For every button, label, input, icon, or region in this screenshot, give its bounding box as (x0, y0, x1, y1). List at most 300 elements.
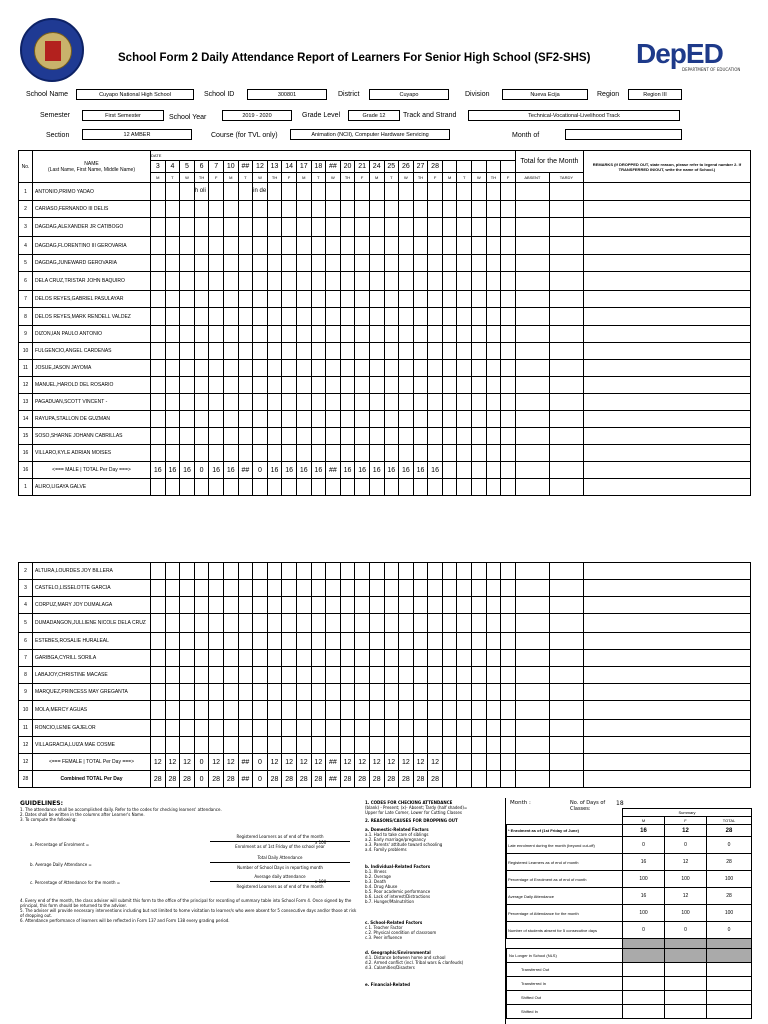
attendance-cell[interactable] (223, 201, 238, 218)
attendance-cell[interactable] (282, 411, 297, 428)
attendance-cell[interactable] (399, 563, 414, 580)
attendance-cell[interactable] (194, 377, 209, 394)
attendance-cell[interactable] (194, 614, 209, 633)
attendance-cell[interactable] (223, 411, 238, 428)
attendance-cell[interactable] (282, 667, 297, 684)
attendance-cell[interactable] (180, 201, 195, 218)
attendance-cell[interactable] (413, 272, 428, 291)
attendance-cell[interactable] (340, 308, 355, 326)
attendance-cell[interactable] (457, 650, 472, 667)
attendance-cell[interactable] (151, 291, 166, 308)
attendance-cell[interactable] (486, 667, 501, 684)
attendance-cell[interactable] (326, 183, 341, 201)
attendance-cell[interactable] (384, 291, 399, 308)
attendance-cell[interactable] (238, 183, 253, 201)
attendance-cell[interactable] (486, 597, 501, 614)
attendance-cell[interactable] (151, 445, 166, 462)
attendance-cell[interactable] (355, 737, 370, 754)
attendance-cell[interactable] (165, 720, 180, 737)
attendance-cell[interactable] (457, 720, 472, 737)
attendance-cell[interactable] (428, 326, 443, 343)
attendance-cell[interactable] (238, 326, 253, 343)
attendance-cell[interactable] (457, 479, 472, 496)
attendance-cell[interactable] (326, 308, 341, 326)
attendance-cell[interactable] (151, 667, 166, 684)
attendance-cell[interactable] (311, 326, 326, 343)
attendance-cell[interactable] (501, 183, 516, 201)
attendance-cell[interactable] (399, 633, 414, 650)
attendance-cell[interactable] (501, 720, 516, 737)
attendance-cell[interactable] (165, 597, 180, 614)
attendance-cell[interactable] (369, 633, 384, 650)
attendance-cell[interactable] (165, 667, 180, 684)
attendance-cell[interactable] (165, 411, 180, 428)
attendance-cell[interactable] (340, 614, 355, 633)
attendance-cell[interactable] (296, 633, 311, 650)
attendance-cell[interactable] (413, 291, 428, 308)
attendance-cell[interactable] (428, 633, 443, 650)
attendance-cell[interactable] (486, 218, 501, 237)
attendance-cell[interactable] (326, 237, 341, 255)
attendance-cell[interactable] (442, 614, 457, 633)
attendance-cell[interactable] (355, 479, 370, 496)
attendance-cell[interactable] (209, 667, 224, 684)
attendance-cell[interactable] (384, 563, 399, 580)
attendance-cell[interactable] (194, 428, 209, 445)
attendance-cell[interactable] (369, 580, 384, 597)
attendance-cell[interactable] (209, 737, 224, 754)
attendance-cell[interactable] (428, 684, 443, 701)
attendance-cell[interactable] (457, 563, 472, 580)
attendance-cell[interactable] (165, 701, 180, 720)
attendance-cell[interactable] (296, 218, 311, 237)
attendance-cell[interactable] (209, 218, 224, 237)
attendance-cell[interactable] (369, 308, 384, 326)
attendance-cell[interactable] (282, 479, 297, 496)
district-field[interactable]: Cuyapo (369, 89, 449, 100)
attendance-cell[interactable] (399, 667, 414, 684)
attendance-cell[interactable] (355, 360, 370, 377)
attendance-cell[interactable] (238, 237, 253, 255)
attendance-cell[interactable] (486, 563, 501, 580)
attendance-cell[interactable] (194, 360, 209, 377)
attendance-cell[interactable] (486, 650, 501, 667)
attendance-cell[interactable] (340, 597, 355, 614)
attendance-cell[interactable] (486, 394, 501, 411)
attendance-cell[interactable] (369, 237, 384, 255)
attendance-cell[interactable] (209, 445, 224, 462)
attendance-cell[interactable] (501, 326, 516, 343)
attendance-cell[interactable] (223, 237, 238, 255)
school-year-field[interactable]: 2019 - 2020 (222, 110, 292, 121)
attendance-cell[interactable] (369, 428, 384, 445)
attendance-cell[interactable] (238, 684, 253, 701)
attendance-cell[interactable] (209, 684, 224, 701)
attendance-cell[interactable] (413, 360, 428, 377)
attendance-cell[interactable] (355, 684, 370, 701)
attendance-cell[interactable] (428, 445, 443, 462)
attendance-cell[interactable] (151, 701, 166, 720)
attendance-cell[interactable] (311, 360, 326, 377)
attendance-cell[interactable] (428, 597, 443, 614)
attendance-cell[interactable] (151, 411, 166, 428)
attendance-cell[interactable] (209, 633, 224, 650)
attendance-cell[interactable] (384, 218, 399, 237)
attendance-cell[interactable] (486, 614, 501, 633)
attendance-cell[interactable] (267, 684, 282, 701)
attendance-cell[interactable] (355, 667, 370, 684)
attendance-cell[interactable] (355, 343, 370, 360)
attendance-cell[interactable] (296, 201, 311, 218)
attendance-cell[interactable] (282, 720, 297, 737)
attendance-cell[interactable] (180, 720, 195, 737)
attendance-cell[interactable] (399, 291, 414, 308)
attendance-cell[interactable] (238, 720, 253, 737)
attendance-cell[interactable] (296, 360, 311, 377)
attendance-cell[interactable] (238, 377, 253, 394)
attendance-cell[interactable] (267, 580, 282, 597)
attendance-cell[interactable] (399, 255, 414, 272)
attendance-cell[interactable] (209, 614, 224, 633)
attendance-cell[interactable] (340, 183, 355, 201)
attendance-cell[interactable] (326, 326, 341, 343)
attendance-cell[interactable] (428, 343, 443, 360)
attendance-cell[interactable] (267, 218, 282, 237)
attendance-cell[interactable] (165, 272, 180, 291)
attendance-cell[interactable] (267, 667, 282, 684)
attendance-cell[interactable] (340, 479, 355, 496)
attendance-cell[interactable] (180, 650, 195, 667)
attendance-cell[interactable] (311, 201, 326, 218)
attendance-cell[interactable] (501, 737, 516, 754)
track-field[interactable]: Technical-Vocational-Livelihood Track (468, 110, 680, 121)
attendance-cell[interactable] (151, 394, 166, 411)
attendance-cell[interactable] (355, 580, 370, 597)
attendance-cell[interactable] (442, 218, 457, 237)
attendance-cell[interactable] (194, 218, 209, 237)
attendance-cell[interactable] (442, 201, 457, 218)
attendance-cell[interactable] (442, 394, 457, 411)
attendance-cell[interactable] (472, 218, 487, 237)
attendance-cell[interactable] (151, 377, 166, 394)
attendance-cell[interactable] (209, 360, 224, 377)
attendance-cell[interactable] (194, 308, 209, 326)
attendance-cell[interactable] (238, 255, 253, 272)
attendance-cell[interactable] (413, 428, 428, 445)
attendance-cell[interactable] (355, 650, 370, 667)
attendance-cell[interactable] (223, 597, 238, 614)
attendance-cell[interactable] (267, 445, 282, 462)
attendance-cell[interactable] (355, 183, 370, 201)
attendance-cell[interactable] (296, 479, 311, 496)
attendance-cell[interactable] (442, 255, 457, 272)
attendance-cell[interactable] (399, 684, 414, 701)
attendance-cell[interactable] (253, 218, 268, 237)
attendance-cell[interactable] (253, 237, 268, 255)
attendance-cell[interactable] (326, 667, 341, 684)
attendance-cell[interactable] (457, 201, 472, 218)
attendance-cell[interactable] (355, 720, 370, 737)
attendance-cell[interactable] (442, 237, 457, 255)
attendance-cell[interactable] (472, 237, 487, 255)
attendance-cell[interactable] (311, 394, 326, 411)
attendance-cell[interactable] (399, 479, 414, 496)
attendance-cell[interactable] (384, 428, 399, 445)
attendance-cell[interactable] (282, 737, 297, 754)
attendance-cell[interactable] (194, 633, 209, 650)
attendance-cell[interactable] (296, 597, 311, 614)
attendance-cell[interactable] (253, 272, 268, 291)
attendance-cell[interactable] (326, 377, 341, 394)
attendance-cell[interactable] (384, 201, 399, 218)
attendance-cell[interactable] (472, 720, 487, 737)
attendance-cell[interactable] (413, 667, 428, 684)
attendance-cell[interactable] (501, 377, 516, 394)
attendance-cell[interactable] (369, 667, 384, 684)
attendance-cell[interactable] (384, 650, 399, 667)
attendance-cell[interactable] (369, 737, 384, 754)
attendance-cell[interactable] (223, 218, 238, 237)
region-field[interactable]: Region III (628, 89, 682, 100)
attendance-cell[interactable] (151, 633, 166, 650)
attendance-cell[interactable] (165, 343, 180, 360)
attendance-cell[interactable] (296, 720, 311, 737)
attendance-cell[interactable] (253, 201, 268, 218)
attendance-cell[interactable] (486, 428, 501, 445)
attendance-cell[interactable] (472, 343, 487, 360)
attendance-cell[interactable] (151, 343, 166, 360)
attendance-cell[interactable] (223, 445, 238, 462)
attendance-cell[interactable] (384, 684, 399, 701)
attendance-cell[interactable] (340, 720, 355, 737)
attendance-cell[interactable] (311, 291, 326, 308)
attendance-cell[interactable] (355, 201, 370, 218)
attendance-cell[interactable] (428, 183, 443, 201)
attendance-cell[interactable] (355, 218, 370, 237)
attendance-cell[interactable] (151, 479, 166, 496)
attendance-cell[interactable] (399, 445, 414, 462)
attendance-cell[interactable] (501, 597, 516, 614)
attendance-cell[interactable] (282, 343, 297, 360)
attendance-cell[interactable] (326, 255, 341, 272)
attendance-cell[interactable] (253, 737, 268, 754)
attendance-cell[interactable] (457, 445, 472, 462)
attendance-cell[interactable] (253, 563, 268, 580)
attendance-cell[interactable] (282, 633, 297, 650)
attendance-cell[interactable] (355, 272, 370, 291)
attendance-cell[interactable] (486, 360, 501, 377)
attendance-cell[interactable] (165, 650, 180, 667)
attendance-cell[interactable] (413, 633, 428, 650)
attendance-cell[interactable] (165, 633, 180, 650)
attendance-cell[interactable] (340, 737, 355, 754)
attendance-cell[interactable] (282, 326, 297, 343)
attendance-cell[interactable] (355, 394, 370, 411)
attendance-cell[interactable] (501, 343, 516, 360)
attendance-cell[interactable] (151, 360, 166, 377)
attendance-cell[interactable] (296, 183, 311, 201)
attendance-cell[interactable] (238, 272, 253, 291)
attendance-cell[interactable] (209, 272, 224, 291)
attendance-cell[interactable] (369, 720, 384, 737)
attendance-cell[interactable] (296, 701, 311, 720)
attendance-cell[interactable] (384, 326, 399, 343)
attendance-cell[interactable] (151, 650, 166, 667)
attendance-cell[interactable] (486, 237, 501, 255)
attendance-cell[interactable] (355, 633, 370, 650)
attendance-cell[interactable] (340, 411, 355, 428)
attendance-cell[interactable] (486, 684, 501, 701)
attendance-cell[interactable] (428, 255, 443, 272)
attendance-cell[interactable] (326, 650, 341, 667)
attendance-cell[interactable] (253, 720, 268, 737)
attendance-cell[interactable] (165, 737, 180, 754)
attendance-cell[interactable] (296, 667, 311, 684)
attendance-cell[interactable] (296, 445, 311, 462)
attendance-cell[interactable] (326, 479, 341, 496)
attendance-cell[interactable] (311, 255, 326, 272)
attendance-cell[interactable] (384, 272, 399, 291)
attendance-cell[interactable] (311, 479, 326, 496)
attendance-mark[interactable]: in de (253, 183, 268, 201)
attendance-cell[interactable] (384, 411, 399, 428)
attendance-cell[interactable] (151, 326, 166, 343)
attendance-cell[interactable] (267, 343, 282, 360)
attendance-cell[interactable] (180, 394, 195, 411)
attendance-cell[interactable] (472, 633, 487, 650)
attendance-cell[interactable] (501, 650, 516, 667)
attendance-cell[interactable] (355, 614, 370, 633)
attendance-cell[interactable] (340, 343, 355, 360)
attendance-cell[interactable] (194, 667, 209, 684)
attendance-cell[interactable] (238, 360, 253, 377)
attendance-cell[interactable] (209, 563, 224, 580)
attendance-cell[interactable] (472, 597, 487, 614)
attendance-cell[interactable] (151, 597, 166, 614)
attendance-cell[interactable] (399, 650, 414, 667)
attendance-cell[interactable] (355, 597, 370, 614)
attendance-cell[interactable] (194, 580, 209, 597)
attendance-cell[interactable] (253, 701, 268, 720)
attendance-cell[interactable] (384, 308, 399, 326)
attendance-cell[interactable] (151, 218, 166, 237)
attendance-cell[interactable] (180, 377, 195, 394)
attendance-cell[interactable] (384, 360, 399, 377)
attendance-cell[interactable] (238, 650, 253, 667)
attendance-cell[interactable] (501, 360, 516, 377)
attendance-cell[interactable] (413, 563, 428, 580)
attendance-cell[interactable] (282, 650, 297, 667)
attendance-cell[interactable] (194, 720, 209, 737)
attendance-cell[interactable] (442, 428, 457, 445)
attendance-cell[interactable] (486, 377, 501, 394)
attendance-cell[interactable] (223, 326, 238, 343)
attendance-cell[interactable] (369, 684, 384, 701)
attendance-cell[interactable] (253, 479, 268, 496)
attendance-cell[interactable] (282, 237, 297, 255)
attendance-cell[interactable] (399, 737, 414, 754)
attendance-cell[interactable] (311, 183, 326, 201)
attendance-cell[interactable] (296, 684, 311, 701)
attendance-cell[interactable] (180, 633, 195, 650)
attendance-cell[interactable] (165, 479, 180, 496)
attendance-cell[interactable] (501, 255, 516, 272)
attendance-cell[interactable] (472, 411, 487, 428)
attendance-cell[interactable] (340, 633, 355, 650)
attendance-cell[interactable] (399, 237, 414, 255)
attendance-cell[interactable] (223, 667, 238, 684)
attendance-cell[interactable] (384, 237, 399, 255)
attendance-cell[interactable] (501, 614, 516, 633)
attendance-cell[interactable] (151, 580, 166, 597)
attendance-cell[interactable] (340, 201, 355, 218)
attendance-cell[interactable] (472, 479, 487, 496)
attendance-cell[interactable] (165, 445, 180, 462)
attendance-cell[interactable] (399, 343, 414, 360)
attendance-cell[interactable] (355, 428, 370, 445)
attendance-cell[interactable] (501, 701, 516, 720)
attendance-cell[interactable] (413, 614, 428, 633)
attendance-cell[interactable] (442, 326, 457, 343)
attendance-cell[interactable] (209, 183, 224, 201)
attendance-cell[interactable] (311, 343, 326, 360)
attendance-cell[interactable] (180, 667, 195, 684)
attendance-cell[interactable] (151, 720, 166, 737)
attendance-cell[interactable] (340, 428, 355, 445)
attendance-cell[interactable] (282, 360, 297, 377)
attendance-cell[interactable] (223, 343, 238, 360)
attendance-cell[interactable] (413, 684, 428, 701)
attendance-cell[interactable] (223, 479, 238, 496)
attendance-cell[interactable] (501, 563, 516, 580)
attendance-cell[interactable] (296, 650, 311, 667)
attendance-cell[interactable] (267, 701, 282, 720)
attendance-cell[interactable] (501, 667, 516, 684)
attendance-cell[interactable] (472, 308, 487, 326)
attendance-cell[interactable] (428, 614, 443, 633)
attendance-cell[interactable] (413, 218, 428, 237)
attendance-cell[interactable] (326, 394, 341, 411)
attendance-cell[interactable] (253, 650, 268, 667)
attendance-cell[interactable] (326, 701, 341, 720)
attendance-cell[interactable] (501, 633, 516, 650)
attendance-cell[interactable] (413, 411, 428, 428)
attendance-cell[interactable] (355, 701, 370, 720)
attendance-cell[interactable] (326, 614, 341, 633)
attendance-cell[interactable] (253, 291, 268, 308)
attendance-cell[interactable] (311, 428, 326, 445)
attendance-cell[interactable] (194, 237, 209, 255)
attendance-cell[interactable] (472, 326, 487, 343)
attendance-cell[interactable] (486, 343, 501, 360)
attendance-cell[interactable] (180, 563, 195, 580)
attendance-cell[interactable] (165, 183, 180, 201)
attendance-cell[interactable] (340, 563, 355, 580)
attendance-cell[interactable] (296, 326, 311, 343)
attendance-cell[interactable] (209, 394, 224, 411)
attendance-cell[interactable] (472, 255, 487, 272)
attendance-cell[interactable] (282, 684, 297, 701)
attendance-cell[interactable] (384, 667, 399, 684)
attendance-cell[interactable] (194, 291, 209, 308)
attendance-cell[interactable] (355, 411, 370, 428)
attendance-cell[interactable] (296, 255, 311, 272)
attendance-cell[interactable] (413, 445, 428, 462)
attendance-cell[interactable] (296, 737, 311, 754)
attendance-cell[interactable] (180, 360, 195, 377)
attendance-cell[interactable] (267, 720, 282, 737)
course-field[interactable]: Animation (NCII), Computer Hardware Servicing (290, 129, 450, 140)
